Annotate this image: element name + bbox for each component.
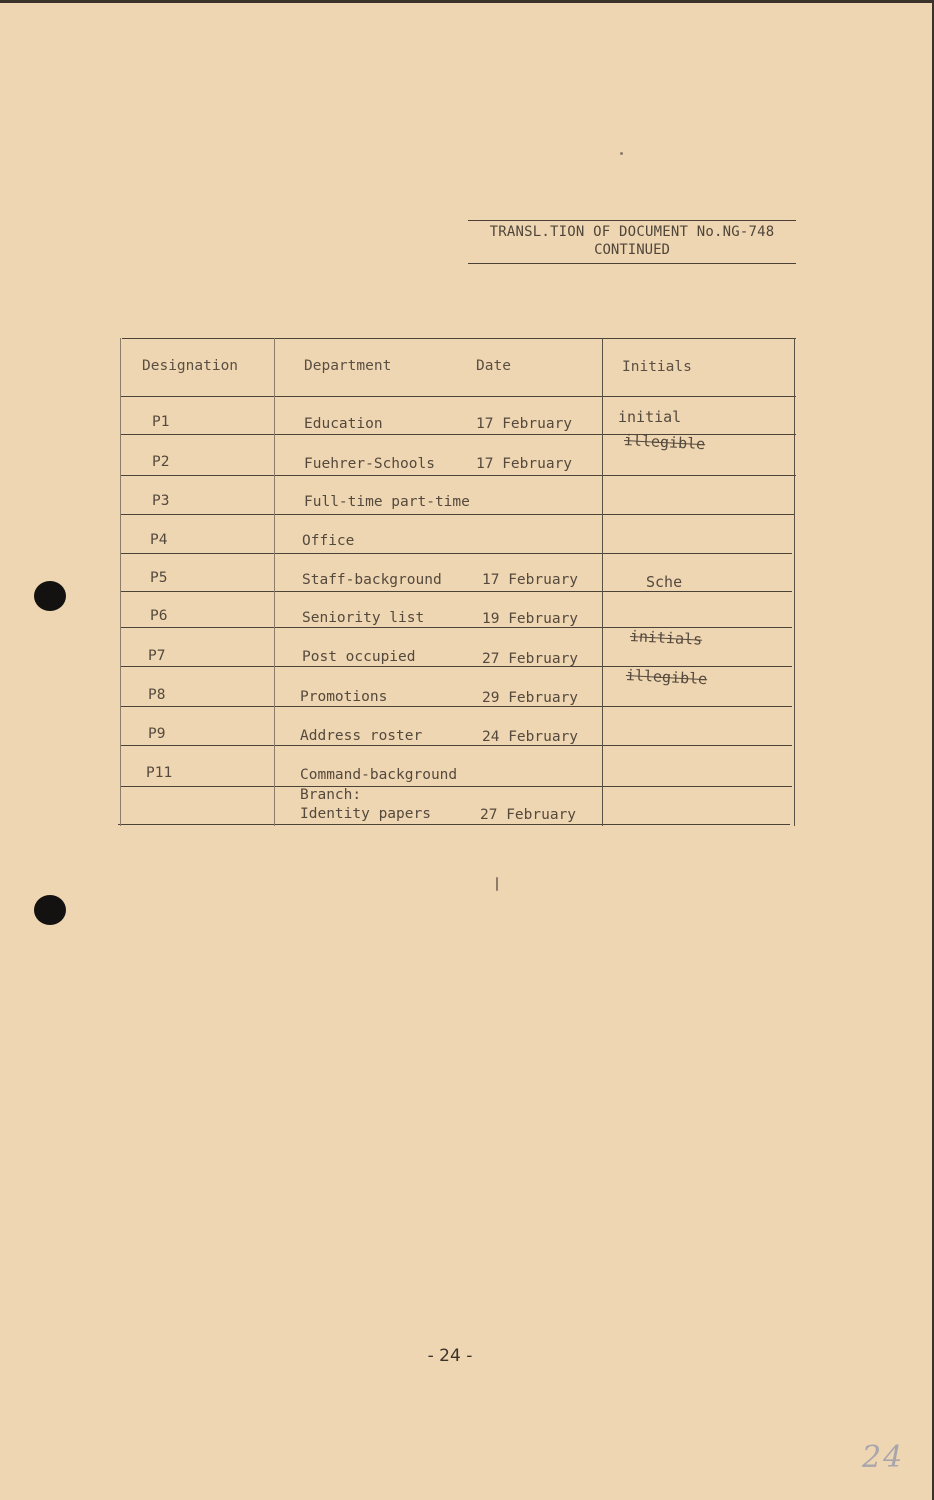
table-cell-department: Full-time part-time [304,494,470,510]
paper-speck [620,152,623,155]
initials-note: Sche [646,573,683,591]
table-cell-designation: P11 [146,765,173,781]
table-cell-designation: P6 [150,608,168,624]
table-rule [120,706,792,707]
table-cell-department: Office [302,533,355,549]
table-rule [120,591,792,592]
header-bottom-rule [468,263,796,264]
document-header [468,220,796,264]
column-header-initials: Initials [622,359,692,375]
document-table [118,338,796,830]
table-cell-designation: P2 [152,454,170,470]
table-rule [120,475,796,476]
table-cell-department: Promotions [300,689,388,705]
table-rule [120,553,792,554]
column-rule [794,338,795,826]
table-rule [120,627,792,628]
table-rule [120,666,792,667]
column-header-department: Department [304,358,392,374]
table-cell-designation: P7 [148,648,166,664]
initials-note: illegible [623,431,706,454]
table-cell-department: Staff-background [302,572,442,588]
table-cell-department: Education [304,416,383,432]
column-rule [274,338,275,826]
table-rule [118,824,790,825]
column-header-date: Date [476,358,511,374]
table-cell-date: 27 February [482,651,579,667]
punch-hole [34,895,66,925]
table-cell-department: Command-background [300,767,458,783]
table-cell-department: Branch: [300,787,362,803]
table-cell-designation: P9 [148,726,166,742]
table-cell-date: 17 February [476,416,573,432]
column-rule [602,338,603,826]
table-cell-date: 24 February [482,729,579,745]
initials-note: initials [629,627,703,649]
table-rule [120,786,792,787]
table-cell-date: 29 February [482,690,579,706]
table-cell-designation: P5 [150,570,168,586]
table-cell-designation: P1 [152,414,170,430]
table-cell-department: Seniority list [302,610,425,626]
table-cell-department: Identity papers [300,806,431,822]
page-edge [0,0,934,3]
table-cell-department: Post occupied [302,649,416,665]
header-top-rule [468,220,796,221]
page-number: - 24 - [427,1346,473,1366]
column-rule [120,338,121,826]
table-cell-department: Address roster [300,728,423,744]
table-cell-designation: P4 [150,532,168,548]
punch-hole [34,581,66,611]
table-cell-designation: P3 [152,493,170,509]
table-cell-date: 17 February [482,572,579,588]
paper-speck [496,877,498,891]
column-header-designation: Designation [142,358,239,374]
table-rule [120,514,794,515]
table-rule [120,745,792,746]
header-title: TRANSL.TION OF DOCUMENT No.NG-748 [489,224,775,240]
table-cell-date: 19 February [482,611,579,627]
header-subtitle: CONTINUED [594,242,670,258]
table-cell-designation: P8 [148,687,166,703]
initials-note: illegible [625,666,708,689]
initials-note: initial [618,408,682,426]
table-cell-department: Fuehrer-Schools [304,456,435,472]
table-rule [122,338,796,339]
handwritten-page-number: 24 [862,1440,905,1475]
table-cell-date: 17 February [476,456,573,472]
table-cell-date: 27 February [480,807,577,823]
table-rule [120,396,796,397]
